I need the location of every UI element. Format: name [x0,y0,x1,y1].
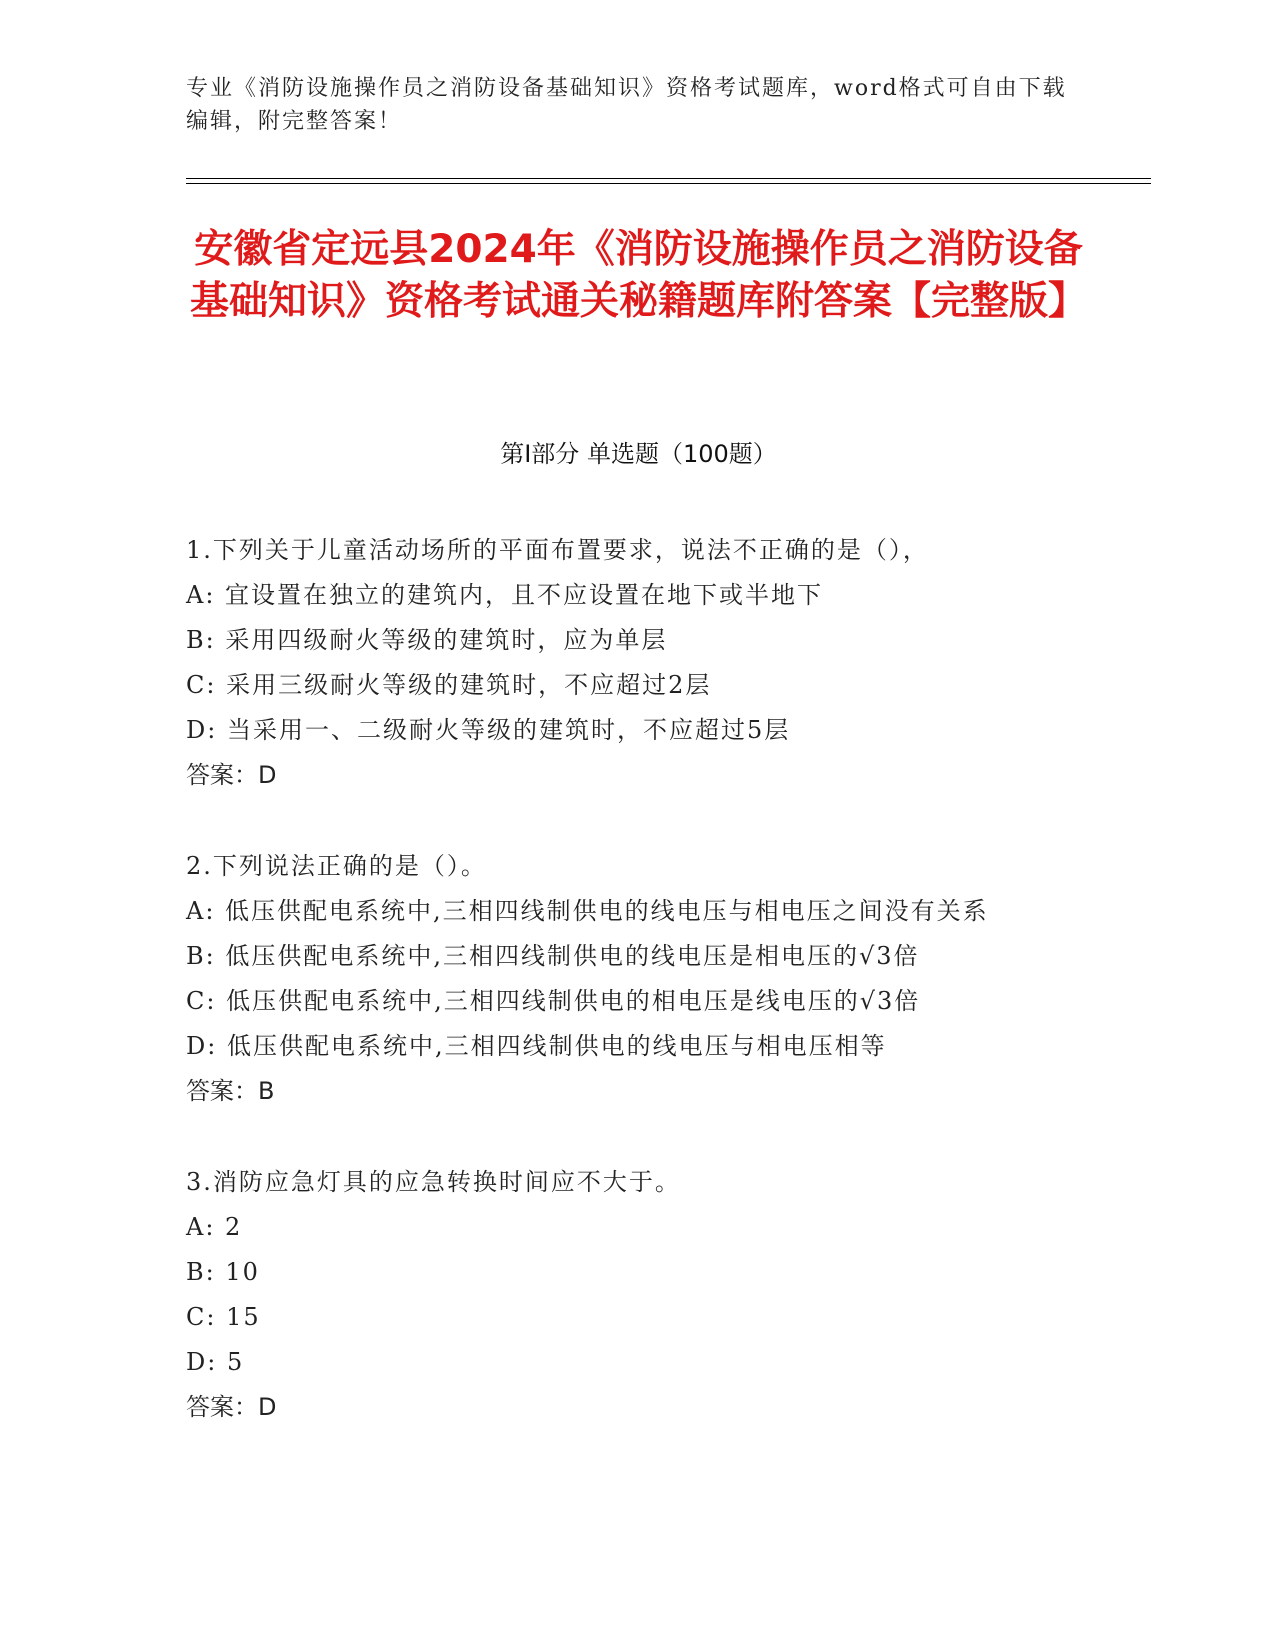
option-d: D: 5 [186,1348,245,1376]
option-a: A: 低压供配电系统中,三相四线制供电的线电压与相电压之间没有关系 [186,897,989,925]
question-2 [186,844,1091,1114]
option-d: D: 当采用一、二级耐火等级的建筑时，不应超过5层 [186,716,791,744]
question-list [186,528,1091,1476]
document-title: 安徽省定远县2024年《消防设施操作员之消防设备基础知识》资格考试通关秘籍题库附答案【完整版】 [189,227,1087,324]
question-stem: 3.消防应急灯具的应急转换时间应不大于。 [186,1168,681,1196]
option-c: C: 低压供配电系统中,三相四线制供电的相电压是线电压的√3倍 [186,987,921,1015]
header-rule-top [186,178,1151,179]
header-note: 专业《消防设施操作员之消防设备基础知识》资格考试题库，word格式可自由下载编辑，附完整答案！ [186,76,1067,134]
answer: 答案：D [186,761,277,789]
option-b: B: 采用四级耐火等级的建筑时，应为单层 [186,626,668,654]
header-rule-bottom [186,183,1151,184]
option-c: C: 采用三级耐火等级的建筑时，不应超过2层 [186,671,712,699]
option-c: C: 15 [186,1303,261,1331]
answer: 答案：B [186,1077,275,1105]
option-b: B: 10 [186,1258,260,1286]
question-1 [186,528,1091,798]
option-a: A: 2 [186,1213,243,1241]
option-a: A: 宜设置在独立的建筑内，且不应设置在地下或半地下 [186,581,824,609]
question-3 [186,1160,1091,1430]
option-b: B: 低压供配电系统中,三相四线制供电的线电压是相电压的√3倍 [186,942,920,970]
question-stem: 2.下列说法正确的是（）。 [186,852,487,880]
option-d: D: 低压供配电系统中,三相四线制供电的线电压与相电压相等 [186,1032,887,1060]
answer: 答案：D [186,1393,277,1421]
question-stem: 1.下列关于儿童活动场所的平面布置要求，说法不正确的是（）， [186,536,929,564]
section-heading: 第I部分 单选题（100题） [500,440,777,468]
